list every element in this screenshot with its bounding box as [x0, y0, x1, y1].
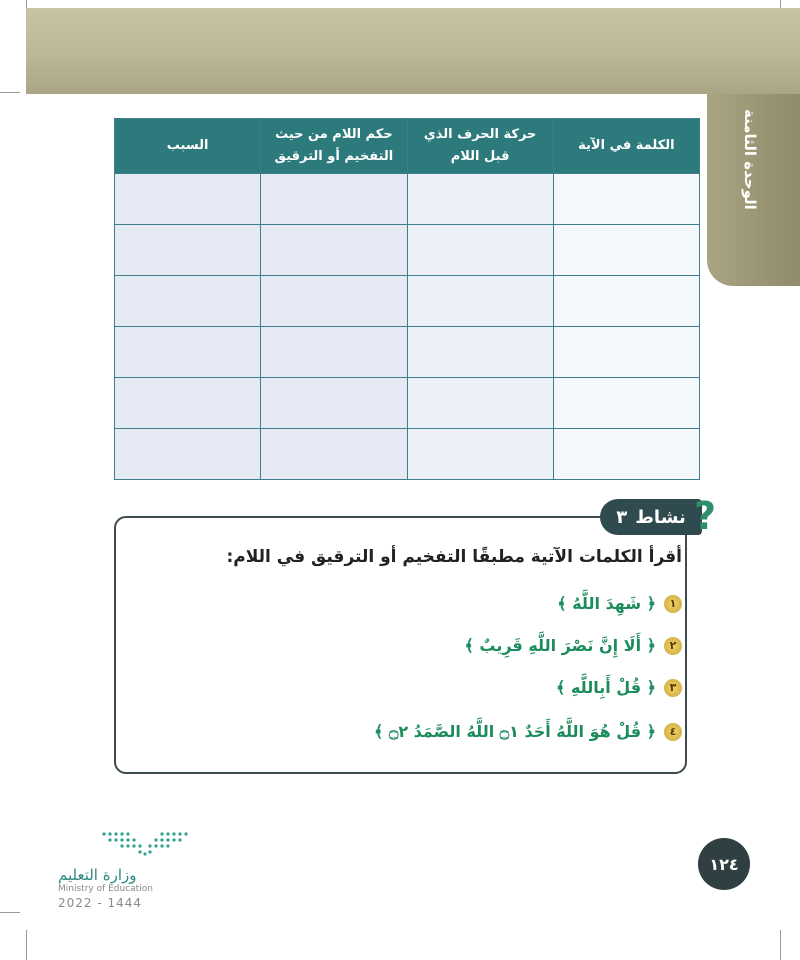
cell-vowel[interactable] — [407, 174, 553, 225]
verse-item — [557, 594, 682, 613]
activity-tag — [600, 499, 702, 535]
activity-tag-number: ٣ — [616, 506, 628, 528]
cell-word[interactable] — [553, 225, 699, 276]
cell-word[interactable] — [553, 276, 699, 327]
cell-reason[interactable] — [115, 225, 261, 276]
cell-word[interactable] — [553, 378, 699, 429]
activity-title: أقرأ الكلمات الآتية مطبقًا التفخيم أو الترقيق في اللام: — [226, 547, 682, 567]
cell-vowel[interactable] — [407, 429, 553, 480]
ministry-name-english: Ministry of Education — [58, 884, 153, 894]
verse-item — [464, 636, 682, 655]
header-rule: حكم اللام من حيث التفخيم أو الترقيق — [261, 119, 407, 174]
verse-number: ٣ — [664, 679, 682, 697]
cell-rule[interactable] — [261, 225, 407, 276]
verse-number: ٤ — [664, 723, 682, 741]
ministry-name-arabic: وزارة التعليم — [58, 866, 137, 884]
ministry-logo-icon — [100, 828, 190, 858]
header-band — [26, 8, 800, 94]
table-row — [115, 429, 700, 480]
verse-text: ﴿ قُلْ أَبِاللَّهِ ﴾ — [556, 678, 656, 697]
cell-rule[interactable] — [261, 429, 407, 480]
table-row — [115, 225, 700, 276]
cell-rule[interactable] — [261, 378, 407, 429]
cell-vowel[interactable] — [407, 225, 553, 276]
header-vowel: حركة الحرف الذي قبل اللام — [407, 119, 553, 174]
cell-word[interactable] — [553, 327, 699, 378]
verse-text: ﴿ أَلَا إِنَّ نَصْرَ اللَّهِ قَرِيبٌ ﴾ — [464, 636, 656, 655]
cell-vowel[interactable] — [407, 327, 553, 378]
page-number: ١٢٤ — [698, 838, 750, 890]
cell-reason[interactable] — [115, 378, 261, 429]
cell-reason[interactable] — [115, 429, 261, 480]
cell-reason[interactable] — [115, 174, 261, 225]
header-reason: السبب — [115, 119, 261, 174]
verse-number: ١ — [664, 595, 682, 613]
unit-label: الوحدة الثامنة — [741, 108, 759, 210]
cell-vowel[interactable] — [407, 276, 553, 327]
cell-word[interactable] — [553, 174, 699, 225]
cell-rule[interactable] — [261, 174, 407, 225]
cell-rule[interactable] — [261, 276, 407, 327]
answer-table — [114, 118, 700, 480]
verse-text: ﴿ شَهِدَ اللَّهُ ﴾ — [557, 594, 656, 613]
verse-item — [556, 678, 682, 697]
cell-reason[interactable] — [115, 327, 261, 378]
edition-year: 2022 - 1444 — [58, 896, 143, 910]
table-row — [115, 276, 700, 327]
question-mark-icon: ? — [694, 494, 717, 538]
cell-word[interactable] — [553, 429, 699, 480]
header-word: الكلمة في الآية — [553, 119, 699, 174]
table-row — [115, 378, 700, 429]
verse-item — [374, 722, 682, 741]
table-row — [115, 174, 700, 225]
verse-text: ﴿ قُلْ هُوَ اللَّهُ أَحَدٌ ۝١ اللَّهُ الصَّمَدُ ۝٢ ﴾ — [374, 722, 656, 741]
cell-vowel[interactable] — [407, 378, 553, 429]
cell-rule[interactable] — [261, 327, 407, 378]
table-row — [115, 327, 700, 378]
verse-number: ٢ — [664, 637, 682, 655]
cell-reason[interactable] — [115, 276, 261, 327]
activity-tag-label: نشاط — [635, 506, 686, 528]
